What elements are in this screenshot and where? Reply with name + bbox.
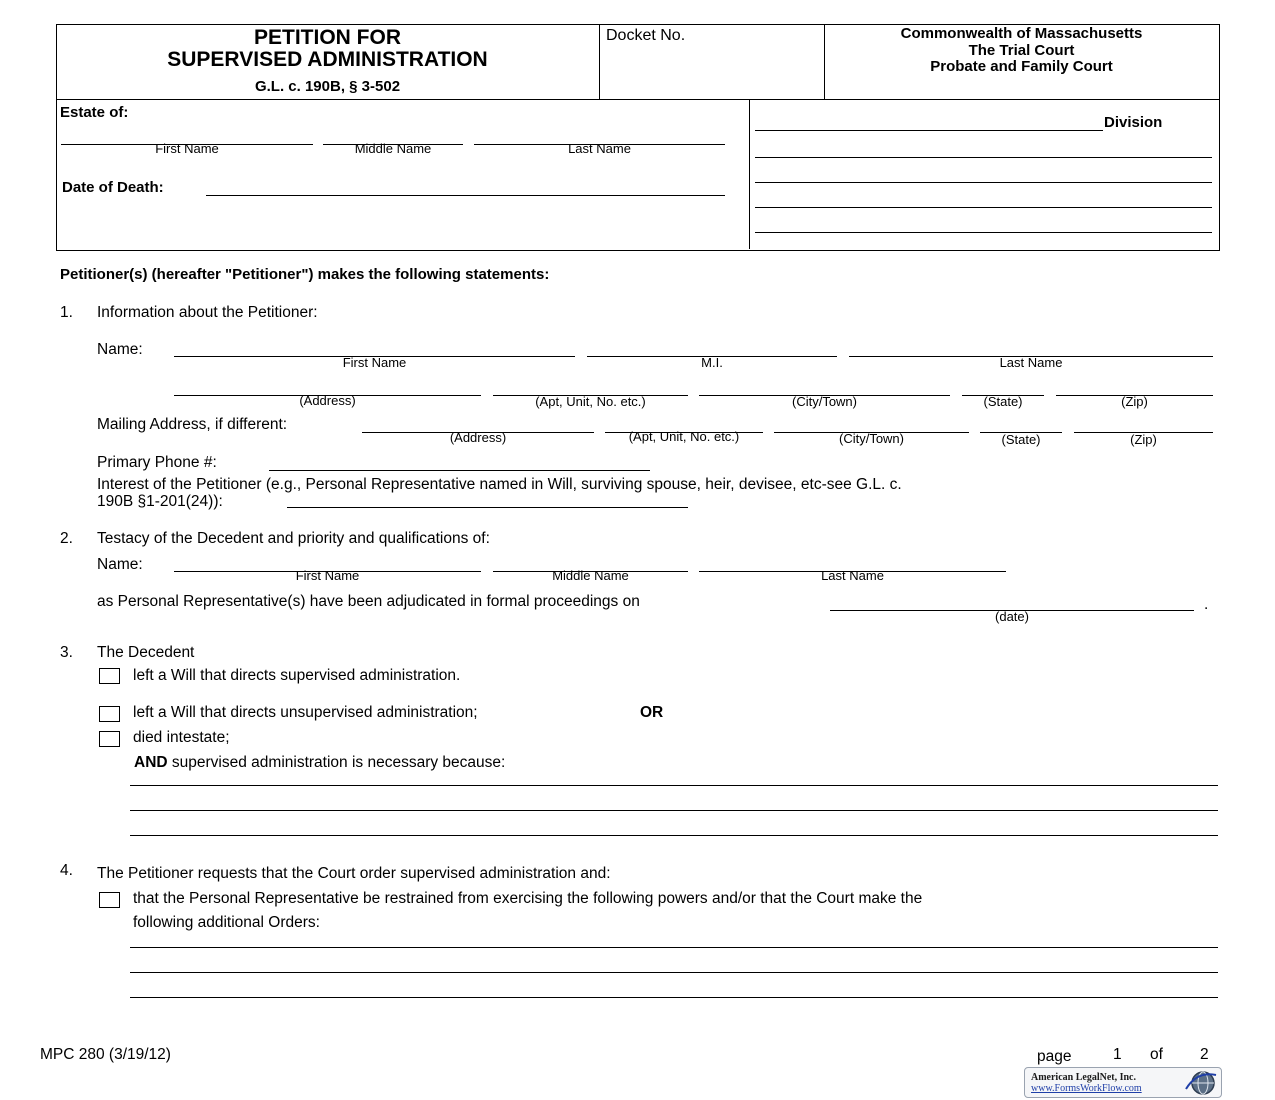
court-line2: The Trial Court [968, 42, 1075, 59]
divider [56, 99, 1219, 100]
division-line-4[interactable] [755, 207, 1212, 208]
adjudication-period: . [1204, 596, 1209, 613]
globe-icon [1183, 1069, 1219, 1096]
court-line3: Probate and Family Court [930, 58, 1113, 75]
died-intestate-label: died intestate; [133, 729, 230, 746]
legalnet-logo [1024, 1067, 1222, 1098]
reason-line-2[interactable] [130, 810, 1218, 811]
section-1-number: 1. [60, 304, 73, 321]
logo-company-name: American LegalNet, Inc. [1031, 1072, 1136, 1083]
reason-line-3[interactable] [130, 835, 1218, 836]
pr-last-name-caption: Last Name [821, 568, 884, 583]
restrain-powers-label-line2: following additional Orders: [133, 914, 320, 931]
page-total: 2 [1200, 1046, 1209, 1063]
section-1-title: Information about the Petitioner: [97, 304, 318, 321]
form-title-line2: SUPERVISED ADMINISTRATION [167, 48, 488, 71]
died-intestate-checkbox[interactable] [99, 731, 120, 747]
division-field[interactable] [755, 130, 1103, 131]
primary-phone-label: Primary Phone #: [97, 454, 217, 471]
restrain-powers-label-line1: that the Personal Representative be restrained from exercising the following powers and/or that the Court make the [133, 890, 923, 907]
and-label: AND [134, 754, 168, 771]
mailing-address-caption: (Address) [449, 430, 507, 445]
orders-line-2[interactable] [130, 972, 1218, 973]
petitioner-mi-caption: M.I. [701, 355, 723, 370]
divider [599, 24, 600, 100]
division-line-3[interactable] [755, 182, 1212, 183]
division-label: Division [1104, 114, 1163, 131]
date-of-death-field[interactable] [206, 195, 725, 196]
of-label: of [1150, 1046, 1163, 1063]
pr-name-label: Name: [97, 556, 143, 573]
page-number: 1 [1113, 1046, 1122, 1063]
division-line-5[interactable] [755, 232, 1212, 233]
restrain-powers-checkbox[interactable] [99, 892, 120, 908]
pr-middle-name-caption: Middle Name [552, 568, 629, 583]
court-line1: Commonwealth of Massachusetts [900, 25, 1143, 42]
section-2-number: 2. [60, 530, 73, 547]
will-supervised-label: left a Will that directs supervised administration. [133, 667, 461, 684]
section-3-number: 3. [60, 644, 73, 661]
section-2-title: Testacy of the Decedent and priority and qualifications of: [97, 530, 490, 547]
interest-field[interactable] [287, 507, 688, 508]
primary-phone-field[interactable] [269, 470, 650, 471]
divider [749, 99, 750, 249]
intro-statement: Petitioner(s) (hereafter "Petitioner") makes the following statements: [60, 266, 550, 283]
petitioner-first-name-caption: First Name [342, 355, 407, 370]
or-label: OR [640, 704, 664, 721]
petitioner-address-caption: (Address) [299, 393, 356, 408]
petitioner-city-caption: (City/Town) [791, 394, 857, 409]
mailing-apt-caption: (Apt, Unit, No. etc.) [628, 429, 740, 444]
adjudicated-statement: as Personal Representative(s) have been adjudicated in formal proceedings on [97, 593, 640, 610]
mailing-zip-caption: (Zip) [1130, 432, 1157, 447]
petitioner-state-caption: (State) [983, 394, 1023, 409]
pr-first-name-caption: First Name [295, 568, 360, 583]
logo-website: www.FormsWorkFlow.com [1031, 1083, 1142, 1094]
mailing-city-caption: (City/Town) [838, 431, 904, 446]
petitioner-last-name-caption: Last Name [999, 355, 1063, 370]
statute-reference: G.L. c. 190B, § 3-502 [254, 78, 401, 95]
mailing-state-caption: (State) [1001, 432, 1041, 447]
estate-first-name-caption: First Name [155, 141, 219, 156]
orders-line-3[interactable] [130, 997, 1218, 998]
orders-line-1[interactable] [130, 947, 1218, 948]
section-3-title: The Decedent [97, 644, 195, 661]
will-unsupervised-label: left a Will that directs unsupervised administration; [133, 704, 478, 721]
estate-last-name-caption: Last Name [568, 141, 631, 156]
mailing-address-label: Mailing Address, if different: [97, 416, 288, 433]
page-label: page [1037, 1048, 1072, 1065]
adjudication-date-caption: (date) [995, 609, 1029, 624]
necessary-because-label [134, 754, 505, 772]
date-of-death-label: Date of Death: [62, 179, 164, 196]
division-line-2[interactable] [755, 157, 1212, 158]
petitioner-apt-caption: (Apt, Unit, No. etc.) [535, 394, 646, 409]
form-id: MPC 280 (3/19/12) [40, 1046, 171, 1063]
interest-label-line2: 190B §1-201(24)): [97, 493, 223, 510]
interest-label-line1: Interest of the Petitioner (e.g., Personal Representative named in Will, surviving spouse, heir, devisee, etc-see G.L. c. [97, 476, 902, 493]
will-unsupervised-checkbox[interactable] [99, 706, 120, 722]
estate-label: Estate of: [60, 104, 129, 121]
docket-label: Docket No. [606, 27, 686, 44]
section-4-number: 4. [60, 862, 73, 879]
form-title-line1: PETITION FOR [254, 26, 401, 49]
docket-input[interactable] [606, 48, 818, 94]
petitioner-zip-caption: (Zip) [1121, 394, 1148, 409]
necessary-text: supervised administration is necessary because: [167, 754, 506, 771]
reason-line-1[interactable] [130, 785, 1218, 786]
estate-middle-name-caption: Middle Name [354, 141, 432, 156]
petitioner-name-label: Name: [97, 341, 143, 358]
will-supervised-checkbox[interactable] [99, 668, 120, 684]
section-4-title: The Petitioner requests that the Court order supervised administration and: [97, 865, 611, 882]
